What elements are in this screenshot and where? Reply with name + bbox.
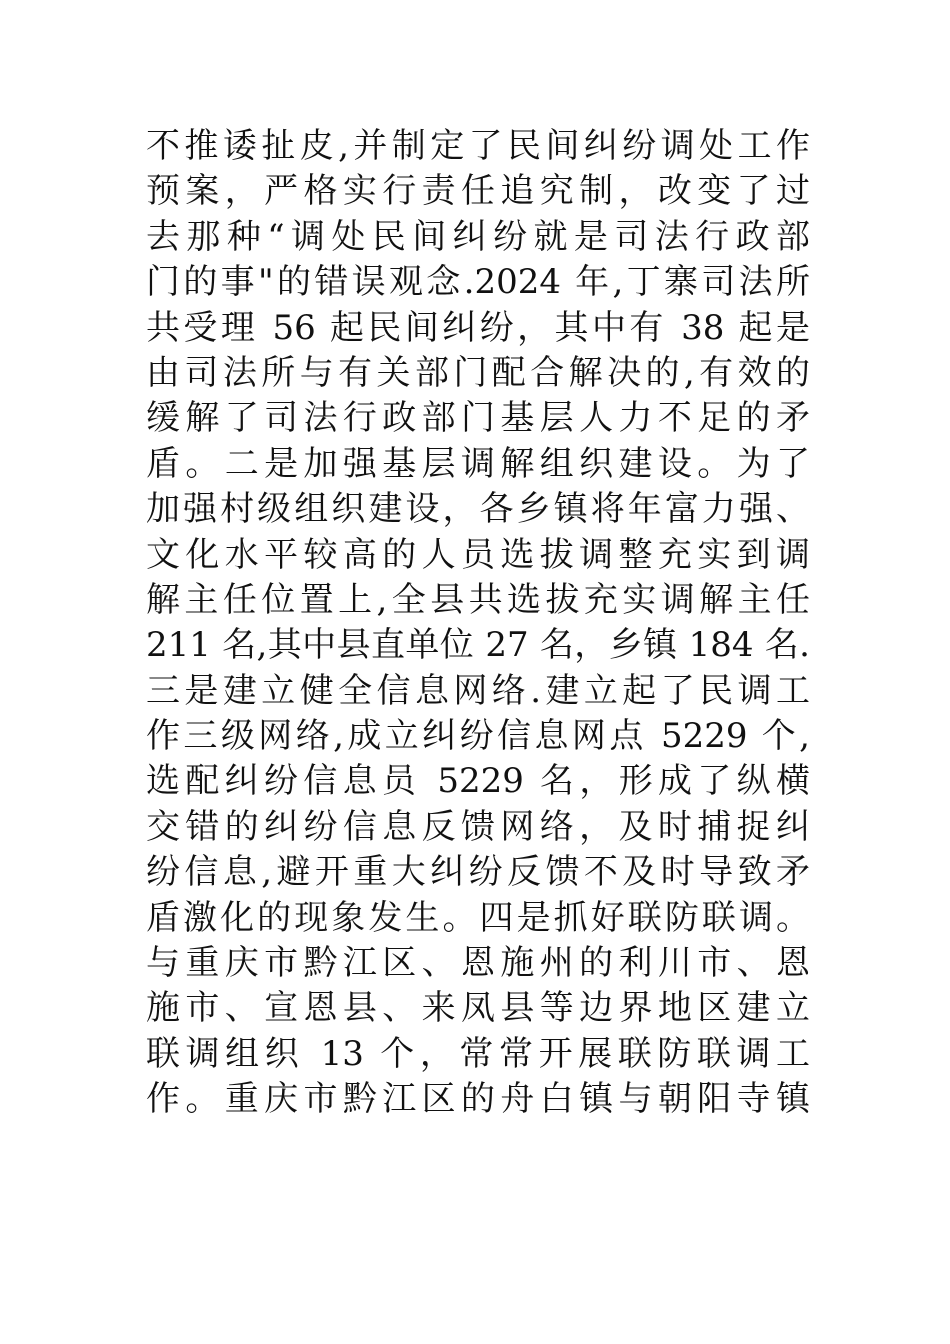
text-line-15: 选配纠纷信息员 5229 名，形成了纵横 (146, 761, 810, 802)
text-line-18: 盾激化的现象发生。四是抓好联防联调。 (146, 897, 810, 938)
text-line-13: 三是建立健全信息网络.建立起了民调工 (146, 670, 810, 711)
text-line-2: 预案，严格实行责任追究制，改变了过 (146, 171, 810, 212)
text-line-9: 加强村级组织建设，各乡镇将年富力强、 (146, 489, 810, 530)
text-line-19: 与重庆市黔江区、恩施州的利川市、恩 (146, 943, 810, 984)
text-line-7: 缓解了司法行政部门基层人力不足的矛 (146, 398, 810, 439)
text-line-12: 211 名,其中县直单位 27 名，乡镇 184 名. (146, 625, 810, 666)
text-line-20: 施市、宣恩县、来凤县等边界地区建立 (146, 988, 810, 1029)
text-line-21: 联调组织 13 个，常常开展联防联调工 (146, 1033, 810, 1074)
text-line-14: 作三级网络,成立纠纷信息网点 5229 个, (146, 716, 810, 757)
text-line-6: 由司法所与有关部门配合解决的,有效的 (146, 352, 810, 393)
text-line-8: 盾。二是加强基层调解组织建设。为了 (146, 443, 810, 484)
text-line-16: 交错的纠纷信息反馈网络，及时捕捉纠 (146, 806, 810, 847)
text-line-3: 去那种“调处民间纠纷就是司法行政部 (146, 216, 810, 257)
text-line-11: 解主任位置上,全县共选拔充实调解主任 (146, 579, 810, 620)
text-line-10: 文化水平较高的人员选拔调整充实到调 (146, 534, 810, 575)
text-line-17: 纷信息,避开重大纠纷反馈不及时导致矛 (146, 852, 810, 893)
body-text (146, 124, 810, 1123)
text-line-5: 共受理 56 起民间纠纷，其中有 38 起是 (146, 307, 810, 348)
text-line-22: 作。重庆市黔江区的舟白镇与朝阳寺镇 (146, 1079, 810, 1120)
text-line-1: 不推诿扯皮,并制定了民间纠纷调处工作 (146, 126, 810, 166)
text-line-4: 门的事"的错误观念.2024 年,丁寨司法所 (146, 262, 810, 303)
